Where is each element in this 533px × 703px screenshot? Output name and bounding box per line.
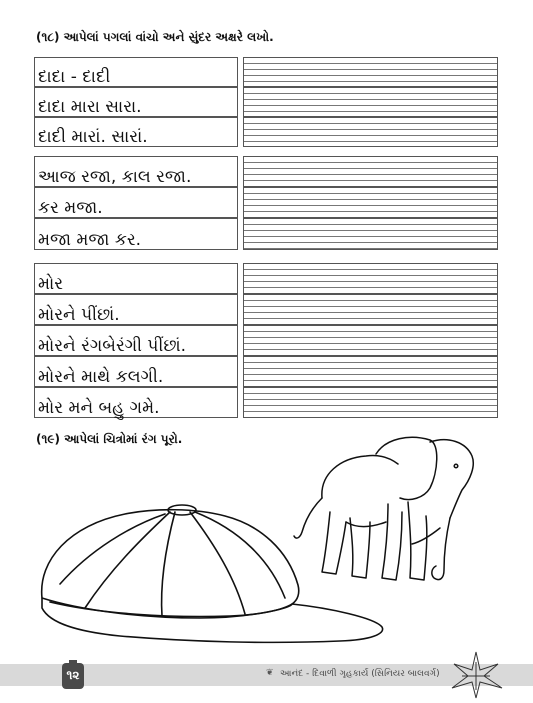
sample-text: દાદા - દાદી xyxy=(38,67,111,87)
elephant-belly xyxy=(346,522,386,527)
page-number: ૧૨ xyxy=(66,668,80,682)
cap-seam xyxy=(60,514,165,584)
cap-seam xyxy=(85,512,170,608)
writing-row xyxy=(34,325,498,356)
sample-text-cell xyxy=(34,117,238,147)
writing-group-2 xyxy=(34,156,498,250)
writing-lines[interactable] xyxy=(243,356,498,387)
section-19-heading: (૧૯) આપેલાં ચિત્રોમાં રંગ પૂરો. xyxy=(36,432,183,446)
sample-text: મોર xyxy=(38,274,64,294)
sample-text-cell xyxy=(34,156,238,187)
cap-seam xyxy=(195,512,285,598)
sparkle-icon xyxy=(446,650,506,700)
writing-lines[interactable] xyxy=(243,187,498,218)
sample-text-cell xyxy=(34,187,238,218)
sample-text-cell xyxy=(34,356,238,387)
sample-text: દાદી મારાં. સારાં. xyxy=(38,127,148,147)
sample-text: દાદા મારા સારા. xyxy=(38,97,142,117)
writing-row xyxy=(34,263,498,294)
writing-row xyxy=(34,57,498,87)
writing-lines[interactable] xyxy=(243,218,498,250)
writing-row xyxy=(34,87,498,117)
leaf-icon: ❦ xyxy=(266,668,274,678)
elephant-eye xyxy=(454,464,458,468)
writing-lines[interactable] xyxy=(243,325,498,356)
footer-title: આનંદ - દિવાળી ગૃહકાર્ય (સિનિયર બાલવર્ગ) xyxy=(280,669,440,679)
writing-row xyxy=(34,387,498,418)
sample-text: મોરને રંગબેરંગી પીંછાં. xyxy=(38,336,187,356)
writing-lines[interactable] xyxy=(243,156,498,187)
writing-lines[interactable] xyxy=(243,87,498,117)
sample-text: આજ રજા, કાલ રજા. xyxy=(38,167,192,187)
writing-row xyxy=(34,294,498,325)
section-18-heading: (૧૮) આપેલાં પગલાં વાંચો અને સુંદર અક્ષરે લખો. xyxy=(36,30,274,44)
cap-brim xyxy=(42,598,383,642)
sample-text-cell xyxy=(34,294,238,325)
writing-lines[interactable] xyxy=(243,57,498,87)
elephant-illustration[interactable] xyxy=(290,432,490,592)
elephant-trunk xyxy=(432,518,450,580)
elephant-body xyxy=(322,455,398,498)
sample-text: કર મજા. xyxy=(38,198,103,218)
writing-lines[interactable] xyxy=(243,387,498,418)
elephant-tail xyxy=(294,498,322,538)
writing-lines[interactable] xyxy=(243,117,498,147)
elephant-front-leg xyxy=(408,502,427,580)
sample-text-cell xyxy=(34,325,238,356)
cap-seam xyxy=(162,512,175,616)
writing-row xyxy=(34,218,498,250)
writing-row xyxy=(34,156,498,187)
sample-text-cell xyxy=(34,87,238,117)
elephant-front-leg xyxy=(382,504,402,580)
sample-text: મોરને માથે કલગી. xyxy=(38,367,164,387)
sample-text-cell xyxy=(34,57,238,87)
sample-text-cell xyxy=(34,218,238,250)
writing-group-1 xyxy=(34,57,498,147)
sample-text: મોર મને બહુ ગમે. xyxy=(38,398,160,418)
writing-group-3 xyxy=(34,263,498,418)
sample-text-cell xyxy=(34,263,238,294)
sample-text: મજા મજા કર. xyxy=(38,230,142,250)
writing-lines[interactable] xyxy=(243,263,498,294)
writing-row xyxy=(34,117,498,147)
writing-row xyxy=(34,356,498,387)
cap-band xyxy=(50,602,292,616)
elephant-ear xyxy=(376,437,437,499)
sample-text: મોરને પીંછાં. xyxy=(38,305,120,325)
sample-text-cell xyxy=(34,387,238,418)
cap-seam xyxy=(190,512,245,614)
elephant-back-leg xyxy=(322,512,346,574)
writing-lines[interactable] xyxy=(243,294,498,325)
writing-row xyxy=(34,187,498,218)
